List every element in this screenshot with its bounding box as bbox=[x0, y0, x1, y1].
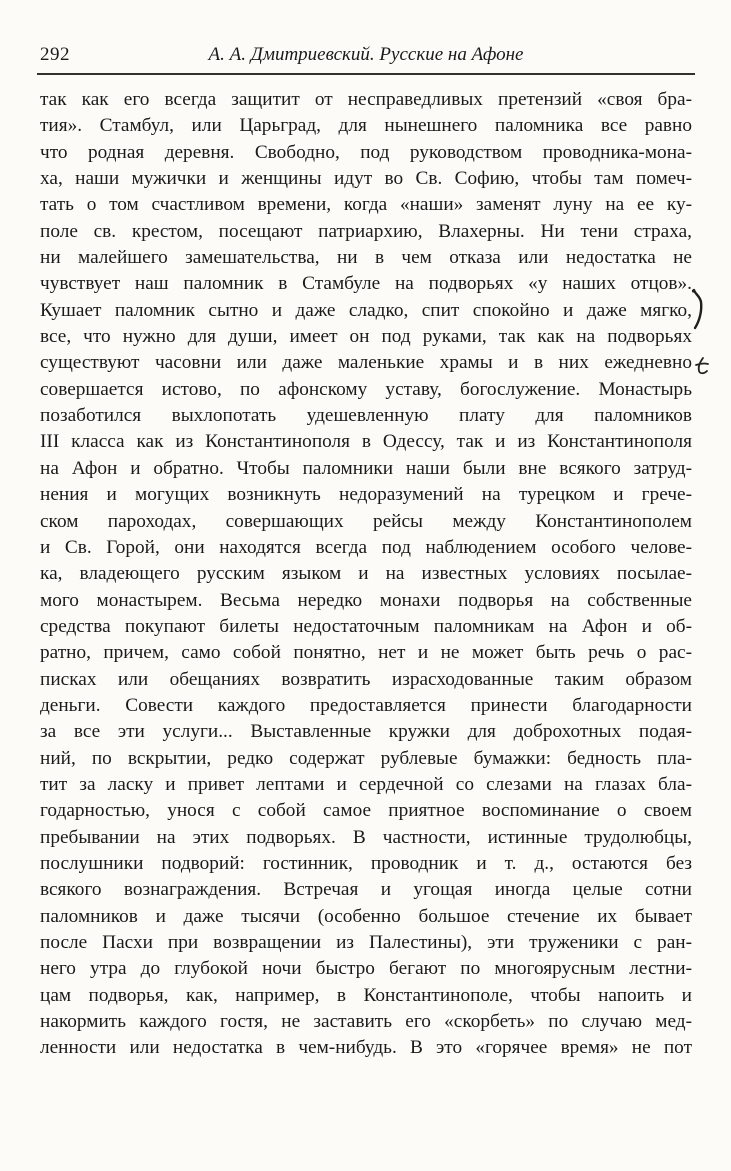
page-header bbox=[40, 44, 692, 70]
text-line: него утра до глубокой ночи быстро бегают по многоярусным лестни- bbox=[40, 958, 692, 980]
ink-smudge-top bbox=[690, 288, 708, 330]
text-line: всякого вознаграждения. Встречая и угощая иногда целые сотни bbox=[40, 879, 692, 901]
text-line: на Афон и обратно. Чтобы паломники наши были вне всякого затруд- bbox=[40, 457, 692, 479]
text-line: Кушает паломник сытно и даже сладко, спит спокойно и даже мягко, bbox=[40, 299, 692, 321]
text-line: ни малейшего замешательства, ни в чем отказа или недостатка не bbox=[40, 247, 692, 269]
text-line: ний, по вскрытии, редко содержат рублевые бумажки: бедность пла- bbox=[40, 747, 692, 769]
text-line: так как его всегда защитит от несправедливых претензий «своя бра- bbox=[40, 89, 692, 110]
text-line: чувствует наш паломник в Стамбуле на подворьях «у наших отцов». bbox=[40, 273, 692, 295]
text-line: тит за ласку и привет лептами и сердечной со слезами на глазах бла- bbox=[40, 773, 692, 795]
text-line: паломников и даже тысячи (особенно большое стечение их бывает bbox=[40, 905, 692, 927]
header-rule bbox=[37, 73, 695, 75]
text-line: пребывании на этих подворьях. В частности, истинные трудолюбцы, bbox=[40, 826, 692, 848]
text-line: цам подворья, как, например, в Константинополе, чтобы напоить и bbox=[40, 984, 692, 1006]
text-line: что родная деревня. Свободно, под руководством проводника-мона- bbox=[40, 141, 692, 163]
text-line: ратно, причем, само собой понятно, нет и не может быть речь о рас- bbox=[40, 642, 692, 664]
ink-smudge-middle bbox=[694, 356, 710, 378]
text-line: послушники подворий: гостинник, проводник и т. д., остаются без bbox=[40, 852, 692, 874]
text-line: за все эти услуги... Выставленные кружки для доброхотных подая- bbox=[40, 721, 692, 743]
text-line: средства покупают билеты недостаточным паломникам на Афон и об- bbox=[40, 615, 692, 637]
text-line: после Пасхи при возвращении из Палестины), эти труженики с ран- bbox=[40, 932, 692, 953]
text-line: ленности или недостатка в чем-нибудь. В это «горячее время» не пот bbox=[40, 1037, 692, 1059]
text-line: нения и могущих возникнуть недоразумений на турецком и грече- bbox=[40, 484, 692, 506]
text-line: тать о том счастливом времени, когда «наши» заменят луну на ее ку- bbox=[40, 194, 692, 216]
text-line: III класса как из Константинополя в Одессу, так и из Константинополя bbox=[40, 431, 692, 453]
running-title: А. А. Дмитриевский. Русские на Афоне bbox=[208, 44, 524, 65]
text-line: годарностью, унося с собой самое приятное воспоминание о своем bbox=[40, 800, 692, 822]
text-line: совершается истово, по афонскому уставу, богослужение. Монастырь bbox=[40, 378, 692, 400]
text-line: ка, владеющего русским языком и на известных условиях посылае- bbox=[40, 563, 692, 585]
text-line: ском пароходах, совершающих рейсы между Константинополем bbox=[40, 510, 692, 532]
text-line: ха, наши мужички и женщины идут во Св. Софию, чтобы там помеч- bbox=[40, 168, 692, 190]
text-line: писках или обещаниях возвратить израсходованные таким образом bbox=[40, 668, 692, 690]
text-line: тия». Стамбул, или Царьград, для нынешнего паломника все равно bbox=[40, 115, 692, 137]
text-line: мого монастырем. Весьма нередко монахи подворья на собственные bbox=[40, 589, 692, 611]
text-line: существуют часовни или даже маленькие храмы и в них ежедневно bbox=[40, 352, 692, 374]
text-line: и Св. Горой, они находятся всегда под наблюдением особого челове- bbox=[40, 536, 692, 558]
text-line: накормить каждого гостя, не заставить его «скорбеть» по случаю мед- bbox=[40, 1011, 692, 1033]
text-line: деньги. Совести каждого предоставляется принести благодарности bbox=[40, 694, 692, 716]
page-text bbox=[40, 87, 692, 1062]
text-line: позаботился выхлопотать удешевленную плату для паломников bbox=[40, 405, 692, 427]
text-line: поле св. крестом, посещают патриархию, Влахерны. Ни тени страха, bbox=[40, 220, 692, 242]
text-line: все, что нужно для души, имеет он под руками, так как на подворьях bbox=[40, 326, 692, 348]
page-number: 292 bbox=[40, 44, 70, 65]
